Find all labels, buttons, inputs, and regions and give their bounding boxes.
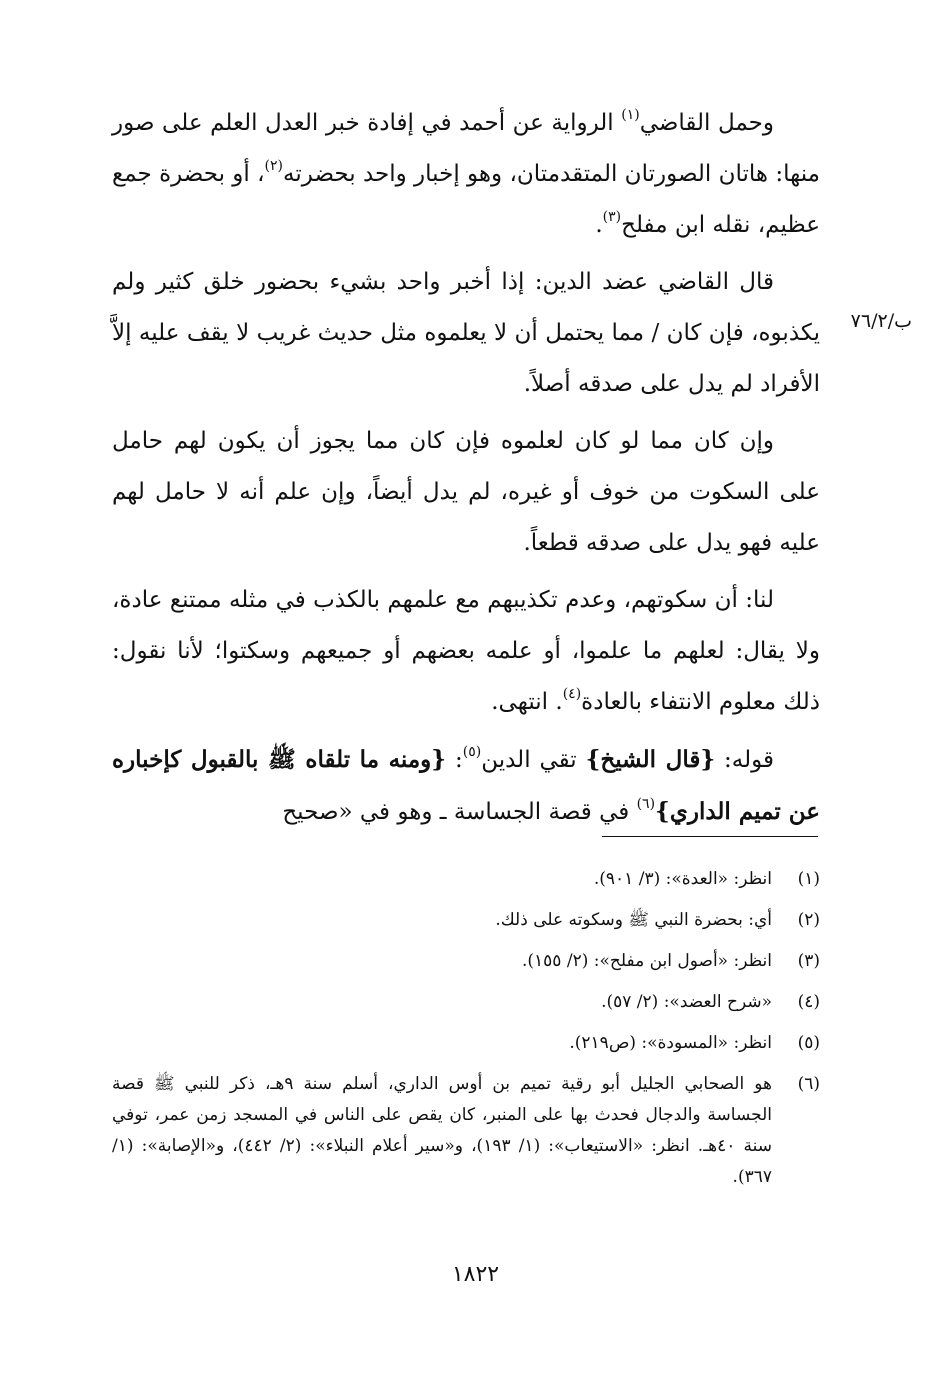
text-run: ، أو بحضرة جمع عظيم، نقله ابن مفلح (112, 161, 820, 238)
paragraph (112, 734, 820, 838)
footnote-number: (٢) (797, 910, 820, 930)
footnote-reference: (٦) (636, 796, 656, 813)
text-run: قوله: (715, 747, 775, 773)
footnote-text: انظر: «أصول ابن مفلح»: (٢/ ١٥٥). (521, 951, 772, 971)
footnote-text: هو الصحابي الجليل أبو رقية تميم بن أوس الداري، أسلم سنة ٩هـ، ذكر للنبي ﷺ قصة الجساسة والدجال فحدث بها على المنبر، كان يقص على الناس في المسجد زمن عمر، توفي سنة ٤٠هـ. انظر: «الاستيعاب»: (١/ ١٩٣)، و«سير أعلام النبلاء»: (٢/ ٤٤٢)، و«الإصابة»: (١/ ٣٦٧). (112, 1074, 772, 1187)
footnote (112, 864, 820, 895)
footnote-number: (٣) (797, 951, 820, 971)
footnote-text: انظر: «العدة»: (٣/ ٩٠١). (593, 869, 772, 889)
text-run: : (446, 747, 463, 773)
footnote-number: (٤) (797, 992, 820, 1012)
footnote (112, 987, 820, 1018)
footnote-number: (٦) (797, 1074, 820, 1094)
footnote (112, 1069, 820, 1193)
text-run: قال القاضي عضد الدين: إذا أخبر واحد بشيء بحضور خلق كثير ولم يكذبوه، فإن كان / مما يحتمل أن لا يعلموه مثل حديث غريب لا يقف عليه إلاَّ الأفراد لم يدل على صدقه أصلاً. (112, 269, 820, 397)
footnote-reference: (٣) (602, 209, 622, 226)
footnote-text: انظر: «المسودة»: (ص٢١٩). (569, 1033, 772, 1053)
footnote-reference: (٥) (462, 744, 482, 761)
footnote (112, 905, 820, 936)
quoted-text: {ومنه ما تلقاه ﷺ بالقبول كإخباره عن تميم الداري} (112, 746, 820, 825)
footnote-reference: (١) (621, 107, 640, 124)
text-run: . (595, 212, 603, 238)
footnote-number: (٥) (797, 1033, 820, 1053)
text-run: وحمل القاضي (639, 110, 774, 136)
text-run: الرواية عن أحمد في إفادة خبر العدل العلم على صور منها: هاتان الصورتان المتقدمتان، وهو إخبار واحد بحضرته (112, 110, 820, 187)
paragraph (112, 416, 820, 569)
footnote (112, 1028, 820, 1059)
text-run: لنا: أن سكوتهم، وعدم تكذيبهم مع علمهم بالكذب في مثله ممتنع عادة، ولا يقال: لعلهم ما علموا، أو علمه بعضهم أو جميعهم وسكتوا؛ لأنا نقول: ذلك معلوم الانتفاء بالعادة (112, 587, 820, 715)
text-run: تقي الدين (481, 747, 586, 773)
footnote-text: «شرح العضد»: (٢/ ٥٧). (601, 992, 772, 1012)
page-number: ١٨٢٢ (451, 1262, 500, 1287)
paragraph (112, 575, 820, 728)
paragraph (112, 257, 820, 410)
footnote-reference: (٤) (562, 686, 582, 703)
margin-folio-note: ب/٧٦/٢ (850, 310, 912, 332)
text-run: . انتهى. (491, 689, 563, 715)
footnote-text: أي: بحضرة النبي ﷺ وسكوته على ذلك. (495, 910, 772, 930)
footnote-reference: (٢) (264, 158, 284, 175)
paragraph (112, 98, 820, 251)
footnotes-section (112, 864, 820, 1203)
text-run: وإن كان مما لو كان لعلموه فإن كان مما يجوز أن يكون لهم حامل على السكوت من خوف أو غيره، لم يدل أيضاً، وإن علم أنه لا حامل لهم عليه فهو يدل على صدقه قطعاً. (112, 428, 820, 556)
main-text-body (112, 98, 820, 844)
text-run: في قصة الجساسة ـ وهو في «صحيح (282, 799, 637, 825)
quoted-text: {قال الشيخ} (585, 746, 716, 773)
footnote-separator (602, 836, 818, 837)
footnote (112, 946, 820, 977)
footnote-number: (١) (797, 869, 820, 889)
